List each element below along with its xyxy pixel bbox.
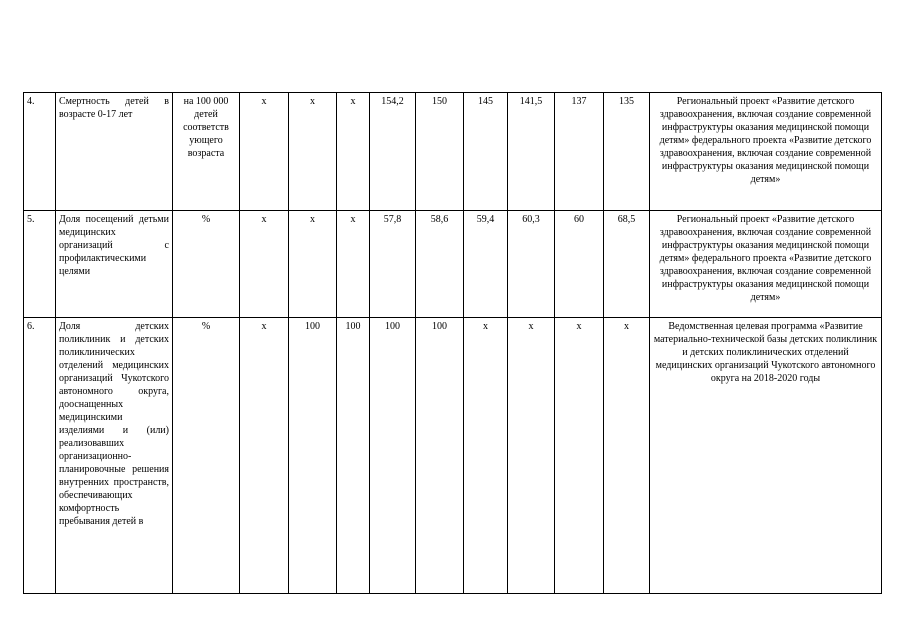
value-cell: 59,4 <box>464 211 508 318</box>
value-cell: x <box>508 318 555 594</box>
unit-cell: на 100 000 детей соответств ующего возраста <box>173 93 240 211</box>
value-cell: x <box>289 93 337 211</box>
value-cell: x <box>289 211 337 318</box>
value-cell: 100 <box>416 318 464 594</box>
value-cell: 135 <box>604 93 650 211</box>
value-cell: 57,8 <box>370 211 416 318</box>
value-cell: 150 <box>416 93 464 211</box>
indicators-table <box>23 92 882 594</box>
value-cell: x <box>464 318 508 594</box>
row-number: 6. <box>24 318 56 594</box>
indicator-name: Доля детских поликлиник и детских поликлинических отделений медицинских организаций Чукотского автономного округа, дооснащенных медицинскими изделиями и (или) реализовавших организационно-планировочные решения внутренних пространств, обеспечивающих комфортность пребывания детей в <box>56 318 173 594</box>
value-cell: 68,5 <box>604 211 650 318</box>
value-cell: 58,6 <box>416 211 464 318</box>
unit-cell: % <box>173 318 240 594</box>
row-number: 5. <box>24 211 56 318</box>
source-program: Региональный проект «Развитие детского здравоохранения, включая создание современной инфраструктуры оказания медицинской помощи детям» федерального проекта «Развитие детского здравоохранения, включая создание современной инфраструктуры оказания медицинской помощи детям» <box>650 211 882 318</box>
value-cell: x <box>240 211 289 318</box>
value-cell: 137 <box>555 93 604 211</box>
table-row <box>24 211 882 318</box>
value-cell: x <box>337 211 370 318</box>
table-row <box>24 93 882 211</box>
value-cell: x <box>555 318 604 594</box>
value-cell: x <box>604 318 650 594</box>
value-cell: 60,3 <box>508 211 555 318</box>
value-cell: 100 <box>337 318 370 594</box>
indicator-name: Доля посещений детьми медицинских организаций с профилактическими целями <box>56 211 173 318</box>
source-program: Региональный проект «Развитие детского здравоохранения, включая создание современной инфраструктуры оказания медицинской помощи детям» федерального проекта «Развитие детского здравоохранения, включая создание современной инфраструктуры оказания медицинской помощи детям» <box>650 93 882 211</box>
source-program: Ведомственная целевая программа «Развитие материально-технической базы детских поликлиник и детских поликлинических отделений медицинских организаций Чукотского автономного округа на 2018-2020 годы <box>650 318 882 594</box>
value-cell: x <box>337 93 370 211</box>
value-cell: 145 <box>464 93 508 211</box>
value-cell: 141,5 <box>508 93 555 211</box>
row-number: 4. <box>24 93 56 211</box>
value-cell: x <box>240 318 289 594</box>
unit-cell: % <box>173 211 240 318</box>
value-cell: 100 <box>289 318 337 594</box>
value-cell: 154,2 <box>370 93 416 211</box>
value-cell: 60 <box>555 211 604 318</box>
indicator-name: Смертность детей в возрасте 0-17 лет <box>56 93 173 211</box>
value-cell: 100 <box>370 318 416 594</box>
table-row <box>24 318 882 594</box>
value-cell: x <box>240 93 289 211</box>
